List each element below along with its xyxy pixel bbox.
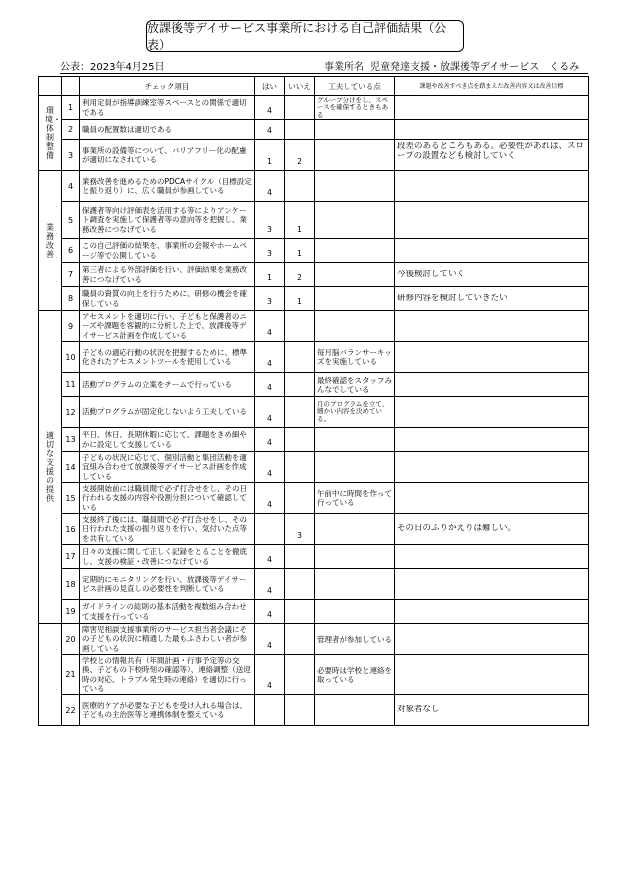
improvement — [395, 120, 589, 140]
office-label: 事業所名 — [324, 62, 364, 73]
yes-count: 4 — [255, 120, 285, 140]
key-feature — [315, 171, 395, 202]
check-item-text: この自己評価の結果を、事業所の会報やホームページ等で公開している — [82, 241, 247, 260]
table-row — [39, 428, 589, 452]
yes-count: 4 — [255, 171, 285, 202]
improvement — [395, 695, 589, 726]
header-yes: はい — [255, 77, 285, 96]
item-number: 6 — [62, 239, 80, 263]
check-item — [80, 96, 255, 120]
improvement — [395, 514, 589, 545]
yes-count: 4 — [255, 342, 285, 373]
no-count — [285, 171, 315, 202]
section-label: 環境・体制整備 — [45, 106, 61, 160]
check-item-text: 業務改善を進めるためのPDCAサイクル（目標設定と振り返り）に、広く職員が参画している — [82, 176, 252, 195]
check-item — [80, 428, 255, 452]
improvement — [395, 600, 589, 624]
header-no: いいえ — [285, 77, 315, 96]
no-count: 1 — [285, 287, 315, 311]
check-item — [80, 311, 255, 342]
item-number: 4 — [62, 171, 80, 202]
check-item — [80, 483, 255, 514]
published-date: 公表：2023年4月25日 — [60, 62, 165, 73]
improvement-text: 今後検討していく — [397, 269, 466, 279]
item-number: 1 — [62, 96, 80, 120]
yes-count: 4 — [255, 397, 285, 428]
item-number: 22 — [62, 695, 80, 726]
improvement — [395, 452, 589, 483]
section-label: 業務改善 — [46, 222, 54, 259]
improvement-text: 段差のあるところもある。必要性があれば、スロープの設置なども検討していく — [397, 142, 585, 161]
check-item-text: 子どもの適応行動の状況を把握するために、標準化されたアセスメントツールを使用している — [82, 347, 247, 366]
check-item-text: 活動プログラムが固定化しないよう工夫している — [82, 407, 247, 417]
improvement — [395, 569, 589, 600]
key-feature-text: 必要時は学校と連絡を取っている — [317, 665, 392, 684]
no-count: 2 — [285, 140, 315, 171]
section-appropriate-support — [39, 311, 62, 624]
no-count: 3 — [285, 514, 315, 545]
check-item — [80, 239, 255, 263]
item-number: 5 — [62, 202, 80, 239]
no-count — [285, 397, 315, 428]
key-feature — [315, 373, 395, 397]
key-feature-text: グループ分けをし、スペースを確保するときもある — [317, 96, 389, 119]
no-count — [285, 428, 315, 452]
no-count — [285, 600, 315, 624]
check-item-text: 職員の資質の向上を行うために、研修の機会を確保している — [82, 289, 247, 308]
no-count — [285, 342, 315, 373]
item-number: 21 — [62, 655, 80, 695]
yes-count: 4 — [255, 655, 285, 695]
yes-count: 3 — [255, 287, 285, 311]
header-blank-no — [62, 77, 80, 96]
improvement — [395, 202, 589, 239]
table-row — [39, 202, 589, 239]
improvement-text: 研修内容を検討していきたい — [397, 293, 508, 303]
yes-count: 4 — [255, 600, 285, 624]
yes-count: 4 — [255, 96, 285, 120]
key-feature — [315, 428, 395, 452]
table-row — [39, 514, 589, 545]
header-blank — [39, 77, 62, 96]
key-feature — [315, 239, 395, 263]
table-row — [39, 545, 589, 569]
no-count: 1 — [285, 239, 315, 263]
check-item-text: 医療的ケアが必要な子どもを受け入れる場合は、子どもの主治医等と連携体制を整えている — [82, 700, 247, 719]
no-count — [285, 624, 315, 655]
no-count — [285, 373, 315, 397]
item-number: 7 — [62, 263, 80, 287]
office-name: 児童発達支援・放課後等デイサービス くるみ — [370, 62, 580, 73]
table-row — [39, 342, 589, 373]
key-feature-text: 管理者が参加している — [317, 634, 392, 644]
check-item — [80, 600, 255, 624]
check-item-text: 職員の配置数は適切である — [82, 124, 172, 134]
item-number: 10 — [62, 342, 80, 373]
check-item — [80, 514, 255, 545]
check-item-text: 活動プログラムの立案をチームで行っている — [82, 379, 232, 389]
yes-count: 1 — [255, 263, 285, 287]
yes-count: 4 — [255, 452, 285, 483]
check-item — [80, 263, 255, 287]
check-item-text: 支援開始前には職員間で必ず打合せをし、その日行われる支援の内容や役割分担について確認している — [82, 483, 247, 512]
check-item — [80, 287, 255, 311]
yes-count: 3 — [255, 239, 285, 263]
item-number: 17 — [62, 545, 80, 569]
check-item — [80, 120, 255, 140]
table-row — [39, 655, 589, 695]
item-number: 13 — [62, 428, 80, 452]
check-item-text: 利用定員が指導訓練室等スペースとの関係で適切である — [82, 98, 247, 117]
item-number: 9 — [62, 311, 80, 342]
yes-count: 4 — [255, 483, 285, 514]
key-feature — [315, 483, 395, 514]
table-row — [39, 120, 589, 140]
improvement — [395, 373, 589, 397]
document-title: 放課後等デイサービス事業所における自己評価結果（公表） — [146, 20, 464, 52]
no-count: 2 — [285, 263, 315, 287]
key-feature — [315, 655, 395, 695]
key-feature — [315, 202, 395, 239]
improvement — [395, 397, 589, 428]
key-feature — [315, 96, 395, 120]
check-item — [80, 202, 255, 239]
improvement — [395, 655, 589, 695]
check-item — [80, 545, 255, 569]
section-environment — [39, 96, 62, 171]
no-count — [285, 96, 315, 120]
yes-count: 4 — [255, 428, 285, 452]
key-feature-text: 月のプログラムを立て、細かい内容を決めている。 — [317, 400, 389, 423]
key-feature — [315, 120, 395, 140]
item-number: 12 — [62, 397, 80, 428]
item-number: 16 — [62, 514, 80, 545]
improvement — [395, 140, 589, 171]
yes-count: 4 — [255, 624, 285, 655]
yes-count: 4 — [255, 373, 285, 397]
improvement — [395, 263, 589, 287]
improvement — [395, 342, 589, 373]
check-item — [80, 397, 255, 428]
key-feature — [315, 342, 395, 373]
key-feature — [315, 545, 395, 569]
no-count — [285, 695, 315, 726]
check-item-text: 平日、休日、長期休暇に応じて、課題をきめ細やかに設定して支援している — [82, 430, 247, 449]
check-item — [80, 569, 255, 600]
no-count — [285, 452, 315, 483]
key-feature — [315, 600, 395, 624]
yes-count: 1 — [255, 140, 285, 171]
table-row — [39, 600, 589, 624]
header-key-feature: 工夫している点 — [315, 77, 395, 96]
improvement — [395, 239, 589, 263]
key-feature — [315, 452, 395, 483]
table-row — [39, 624, 589, 655]
improvement — [395, 311, 589, 342]
check-item-text: 子どもの状況に応じて、個別活動と集団活動を適宜組み合わせて放課後等デイサービス計画を作成している — [82, 452, 247, 481]
table-row — [39, 96, 589, 120]
key-feature — [315, 287, 395, 311]
no-count — [285, 545, 315, 569]
table-row — [39, 569, 589, 600]
header-improvement: 課題や改善すべき点を踏まえた改善内容又は改善目標 — [395, 77, 589, 96]
key-feature — [315, 263, 395, 287]
item-number: 11 — [62, 373, 80, 397]
improvement — [395, 545, 589, 569]
improvement — [395, 96, 589, 120]
item-number: 20 — [62, 624, 80, 655]
header-check-item: チェック項目 — [80, 77, 255, 96]
evaluation-table — [38, 76, 589, 726]
key-feature — [315, 514, 395, 545]
check-item-text: アセスメントを適切に行い、子どもと保護者のニーズや課題を客観的に分析した上で、放課後等デイサービス計画を作成している — [82, 311, 247, 340]
key-feature — [315, 695, 395, 726]
check-item-text: 障害児相談支援事業所のサービス担当者会議にその子どもの状況に精通した最もふさわしい者が参画している — [82, 624, 247, 653]
item-number: 15 — [62, 483, 80, 514]
yes-count: 4 — [255, 545, 285, 569]
check-item — [80, 140, 255, 171]
table-row — [39, 263, 589, 287]
key-feature-text: 午前中に時間を作って行っている — [317, 489, 392, 507]
check-item-text: 支援終了後には、職員間で必ず打合せをし、その日行われた支援の振り返りを行い、気付いた点等を共有している — [82, 514, 247, 543]
check-item-text: ガイドラインの総則の基本活動を複数組み合わせて支援を行っている — [82, 602, 247, 621]
improvement — [395, 287, 589, 311]
yes-count: 3 — [255, 202, 285, 239]
improvement — [395, 428, 589, 452]
section-business-improvement — [39, 171, 62, 311]
improvement — [395, 171, 589, 202]
item-number: 3 — [62, 140, 80, 171]
table-row — [39, 452, 589, 483]
no-count — [285, 120, 315, 140]
section-label: 適切な支援の提供 — [46, 431, 54, 503]
no-count — [285, 655, 315, 695]
no-count — [285, 483, 315, 514]
check-item-text: 学校との情報共有（年間計画・行事予定等の交換、子どもの下校時刻の確認等）、連絡調整（送迎時の対応、トラブル発生時の連絡）を適切に行っている — [82, 655, 251, 693]
yes-count: 4 — [255, 569, 285, 600]
table-row — [39, 483, 589, 514]
table-row — [39, 171, 589, 202]
check-item — [80, 373, 255, 397]
table-row — [39, 140, 589, 171]
key-feature-text: 最終確認をスタッフみんなでしている — [317, 375, 392, 394]
section-coordination — [39, 624, 62, 726]
check-item-text: 保護者等向け評価表を活用する等によりアンケート調査を実施して保護者等の意向等を把握し、業務改善につなげている — [82, 205, 247, 234]
table-row — [39, 239, 589, 263]
table-row — [39, 397, 589, 428]
check-item-text: 事業所の設備等について、バリアフリー化の配慮が適切になされている — [82, 145, 247, 164]
check-item — [80, 655, 255, 695]
check-item — [80, 695, 255, 726]
table-row — [39, 311, 589, 342]
key-feature-text: 毎月脳バランサーキッズを実施している — [317, 348, 392, 366]
improvement-text: 対象者なし — [397, 705, 440, 715]
check-item-text: 日々の支援に関して正しく記録をとることを徹底し、支援の検証・改善につなげている — [82, 547, 247, 566]
key-feature — [315, 624, 395, 655]
check-item — [80, 171, 255, 202]
key-feature — [315, 569, 395, 600]
key-feature — [315, 140, 395, 171]
no-count: 1 — [285, 202, 315, 239]
table-row — [39, 373, 589, 397]
item-number: 2 — [62, 120, 80, 140]
improvement — [395, 624, 589, 655]
yes-count: 4 — [255, 311, 285, 342]
table-header-row — [39, 77, 589, 96]
no-count — [285, 569, 315, 600]
key-feature — [315, 397, 395, 428]
improvement — [395, 483, 589, 514]
table-row — [39, 695, 589, 726]
check-item — [80, 624, 255, 655]
item-number: 18 — [62, 569, 80, 600]
no-count — [285, 311, 315, 342]
item-number: 14 — [62, 452, 80, 483]
improvement-text: その日のふりかえりは難しい。 — [397, 524, 517, 534]
header-underline — [60, 73, 588, 74]
item-number: 19 — [62, 600, 80, 624]
check-item — [80, 452, 255, 483]
key-feature — [315, 311, 395, 342]
yes-count — [255, 514, 285, 545]
table-row — [39, 287, 589, 311]
yes-count — [255, 695, 285, 726]
check-item — [80, 342, 255, 373]
check-item-text: 定期的にモニタリングを行い、放課後等デイサービス計画の見直しの必要性を判断している — [82, 574, 247, 593]
item-number: 8 — [62, 287, 80, 311]
check-item-text: 第三者による外部評価を行い、評価結果を業務改善につなげている — [82, 265, 247, 284]
